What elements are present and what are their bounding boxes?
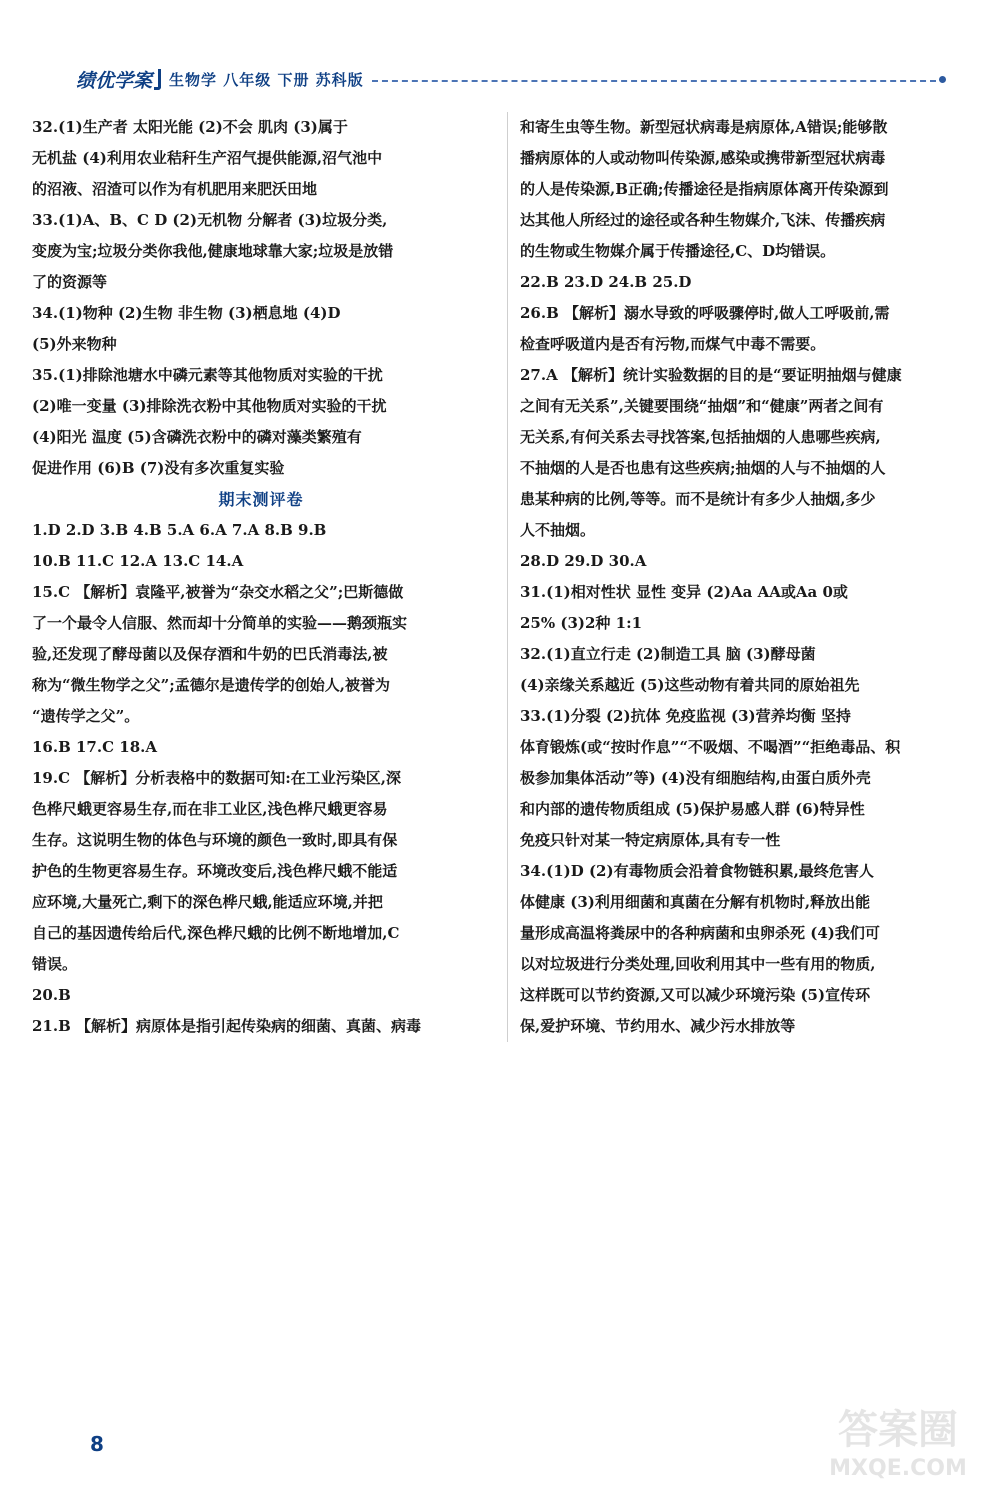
brand-title: 绩优学案 — [76, 69, 153, 92]
answer-line: 这样既可以节约资源,又可以减少环境污染 (5)宣传环 — [520, 986, 871, 1004]
watermark-text-bottom: MXQE.COM — [829, 1456, 967, 1481]
answer-line: 以对垃圾进行分类处理,回收利用其中一些有用的物质, — [520, 955, 876, 973]
answer-line: 达其他人所经过的途径或各种生物媒介,飞沫、传播疾病 — [520, 211, 886, 229]
watermark-logo — [818, 1395, 978, 1485]
answer-line: 错误。 — [32, 955, 78, 973]
answer-line: 和寄生虫等生物。新型冠状病毒是病原体,A错误;能够散 — [520, 118, 888, 136]
answer-line: 15.C 【解析】袁隆平,被誉为“杂交水稻之父”;巴斯德做 — [32, 583, 404, 601]
answer-line: 的生物或生物媒介属于传播途径,C、D均错误。 — [520, 242, 836, 260]
header-dotted-rule — [372, 80, 936, 82]
answer-line: 保,爱护环境、节约用水、减少污水排放等 — [520, 1017, 796, 1035]
answer-line: 不抽烟的人是否也患有这些疾病;抽烟的人与不抽烟的人 — [520, 459, 886, 477]
right-column — [520, 112, 940, 1042]
column-divider — [507, 112, 508, 1042]
answer-line: 33.(1)分裂 (2)抗体 免疫监视 (3)营养均衡 坚持 — [520, 707, 851, 725]
answer-line: 验,还发现了酵母菌以及保存酒和牛奶的巴氏消毒法,被 — [32, 645, 388, 663]
answer-line: 播病原体的人或动物叫传染源,感染或携带新型冠状病毒 — [520, 149, 886, 167]
answer-line: 体育锻炼(或“按时作息”“不吸烟、不喝酒”“拒绝毒品、积 — [520, 738, 901, 756]
page-header — [76, 64, 946, 94]
answer-line: 无关系,有何关系去寻找答案,包括抽烟的人患哪些疾病, — [520, 428, 881, 446]
answer-line: 33.(1)A、B、C D (2)无机物 分解者 (3)垃圾分类, — [32, 211, 388, 229]
answer-line: 之间有无关系”,关键要围绕“抽烟”和“健康”两者之间有 — [520, 397, 884, 415]
brand-bracket — [154, 69, 161, 90]
section-title: 期末测评卷 — [218, 490, 304, 509]
answer-line: 16.B 17.C 18.A — [32, 738, 157, 756]
answer-line: 31.(1)相对性状 显性 变异 (2)Aa AA或Aa 0或 — [520, 583, 848, 601]
answer-line: 32.(1)生产者 太阳光能 (2)不会 肌肉 (3)属于 — [32, 118, 348, 136]
answer-line: 人不抽烟。 — [520, 521, 596, 539]
answer-line: 无机盐 (4)利用农业秸秆生产沼气提供能源,沼气池中 — [32, 149, 383, 167]
watermark-text-top: 答案圈 — [838, 1407, 958, 1453]
answer-line: 检查呼吸道内是否有污物,而煤气中毒不需要。 — [520, 335, 826, 353]
answer-line: 生存。这说明生物的体色与环境的颜色一致时,即具有保 — [32, 831, 398, 849]
answer-line: 32.(1)直立行走 (2)制造工具 脑 (3)酵母菌 — [520, 645, 816, 663]
answer-line: “遗传学之父”。 — [32, 707, 140, 725]
answer-line: 22.B 23.D 24.B 25.D — [520, 273, 692, 291]
answer-line: 变废为宝;垃圾分类你我他,健康地球靠大家;垃圾是放错 — [32, 242, 394, 260]
answer-line: 10.B 11.C 12.A 13.C 14.A — [32, 552, 244, 570]
answer-line: 19.C 【解析】分析表格中的数据可知:在工业污染区,深 — [32, 769, 402, 787]
final-exam-answers-right — [520, 112, 940, 1042]
answer-line: 34.(1)物种 (2)生物 非生物 (3)栖息地 (4)D — [32, 304, 341, 322]
answer-line: 色桦尺蛾更容易生存,而在非工业区,浅色桦尺蛾更容易 — [32, 800, 388, 818]
answer-line: 应环境,大量死亡,剩下的深色桦尺蛾,能适应环境,并把 — [32, 893, 383, 911]
answer-line: 极参加集体活动”等) (4)没有细胞结构,由蛋白质外壳 — [520, 769, 871, 787]
answer-line: 自己的基因遗传给后代,深色桦尺蛾的比例不断地增加,C — [32, 924, 400, 942]
answer-line: (5)外来物种 — [32, 335, 117, 353]
answer-line: 护色的生物更容易生存。环境改变后,浅色桦尺蛾不能适 — [32, 862, 398, 880]
answer-line: 25% (3)2种 1:1 — [520, 614, 643, 632]
answer-line: 21.B 【解析】病原体是指引起传染病的细菌、真菌、病毒 — [32, 1017, 421, 1035]
answer-line: 了一个最令人信服、然而却十分简单的实验——鹅颈瓶实 — [32, 614, 408, 632]
answer-line: 26.B 【解析】溺水导致的呼吸骤停时,做人工呼吸前,需 — [520, 304, 890, 322]
answer-line: 34.(1)D (2)有毒物质会沿着食物链积累,最终危害人 — [520, 862, 874, 880]
page-number: 8 — [90, 1432, 104, 1456]
left-column — [32, 112, 490, 1042]
answer-line: 27.A 【解析】统计实验数据的目的是“要证明抽烟与健康 — [520, 366, 902, 384]
answer-line: 促进作用 (6)B (7)没有多次重复实验 — [32, 459, 285, 477]
answer-line: 1.D 2.D 3.B 4.B 5.A 6.A 7.A 8.B 9.B — [32, 521, 327, 539]
answer-line: 免疫只针对某一特定病原体,具有专一性 — [520, 831, 781, 849]
answer-line: (4)亲缘关系越近 (5)这些动物有着共同的原始祖先 — [520, 676, 860, 694]
answer-line: 称为“微生物学之父”;孟德尔是遗传学的创始人,被誉为 — [32, 676, 391, 694]
answer-line: 28.D 29.D 30.A — [520, 552, 647, 570]
answer-line: 了的资源等 — [32, 273, 108, 291]
answer-line: 量形成高温将粪尿中的各种病菌和虫卵杀死 (4)我们可 — [520, 924, 880, 942]
final-exam-answers-left — [32, 515, 490, 1042]
answer-line: (2)唯一变量 (3)排除洗衣粉中其他物质对实验的干扰 — [32, 397, 387, 415]
answer-line: 的人是传染源,B正确;传播途径是指病原体离开传染源到 — [520, 180, 889, 198]
answer-line: 和内部的遗传物质组成 (5)保护易感人群 (6)特异性 — [520, 800, 865, 818]
answer-line: 患某种病的比例,等等。而不是统计有多少人抽烟,多少 — [520, 490, 876, 508]
header-rule-end-dot — [939, 76, 946, 83]
answer-line: 35.(1)排除池塘水中磷元素等其他物质对实验的干扰 — [32, 366, 383, 384]
answer-line: 20.B — [32, 986, 71, 1004]
answer-line: (4)阳光 温度 (5)含磷洗衣粉中的磷对藻类繁殖有 — [32, 428, 362, 446]
answer-line: 的沼液、沼渣可以作为有机肥用来肥沃田地 — [32, 180, 318, 198]
answer-line: 体健康 (3)利用细菌和真菌在分解有机物时,释放出能 — [520, 893, 871, 911]
unit-answers — [32, 112, 490, 484]
subject-info: 生物学 八年级 下册 苏科版 — [169, 70, 364, 89]
